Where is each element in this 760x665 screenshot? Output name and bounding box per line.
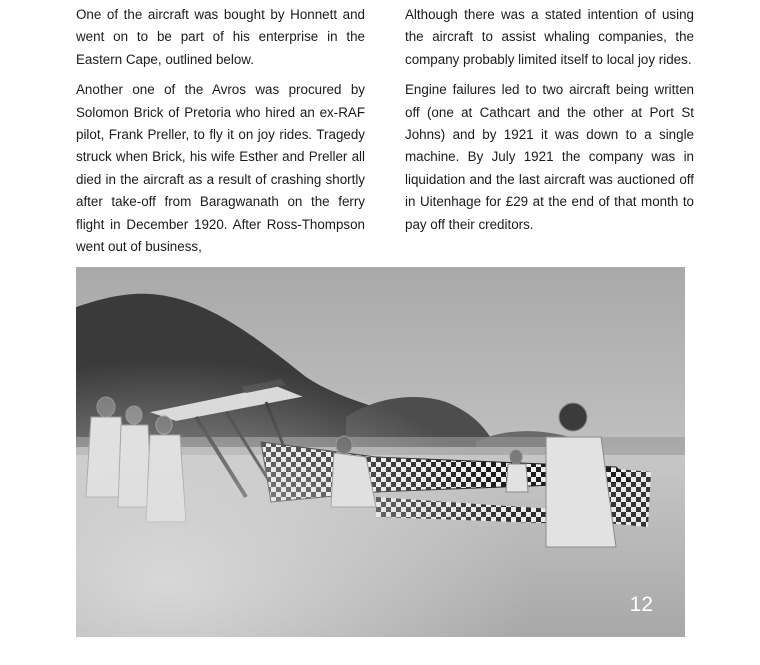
- photo-illustration: [76, 267, 685, 637]
- left-paragraph-1: One of the aircraft was bought by Honnett and went on to be part of his enterprise in the Eastern Cape, outlined below.: [76, 7, 365, 67]
- photo-fade: [76, 267, 685, 637]
- right-text-column: [405, 4, 694, 244]
- right-paragraph-2: Engine failures led to two aircraft being written off (one at Cathcart and the other at Port St Johns) and by 1921 it was down to a single machine. By July 1921 the company was in liquidation and the last aircraft was auctioned off in Uitenhage for £29 at the end of that month to pay off their creditors.: [405, 82, 694, 232]
- page-number: 12: [629, 593, 653, 616]
- aircraft-photograph: [76, 267, 685, 637]
- left-text-column: [76, 4, 365, 266]
- right-paragraph-1: Although there was a stated intention of using the aircraft to assist whaling companies, the company probably limited itself to local joy rides.: [405, 7, 694, 67]
- left-paragraph-2: Another one of the Avros was procured by Solomon Brick of Pretoria who hired an ex-RAF pilot, Frank Preller, to fly it on joy rides. Tragedy struck when Brick, his wife Esther and Preller all died in the aircraft as a result of crashing shortly after take-off from Baragwanath on the ferry flight in December 1920. After Ross-Thompson went out of business,: [76, 82, 365, 255]
